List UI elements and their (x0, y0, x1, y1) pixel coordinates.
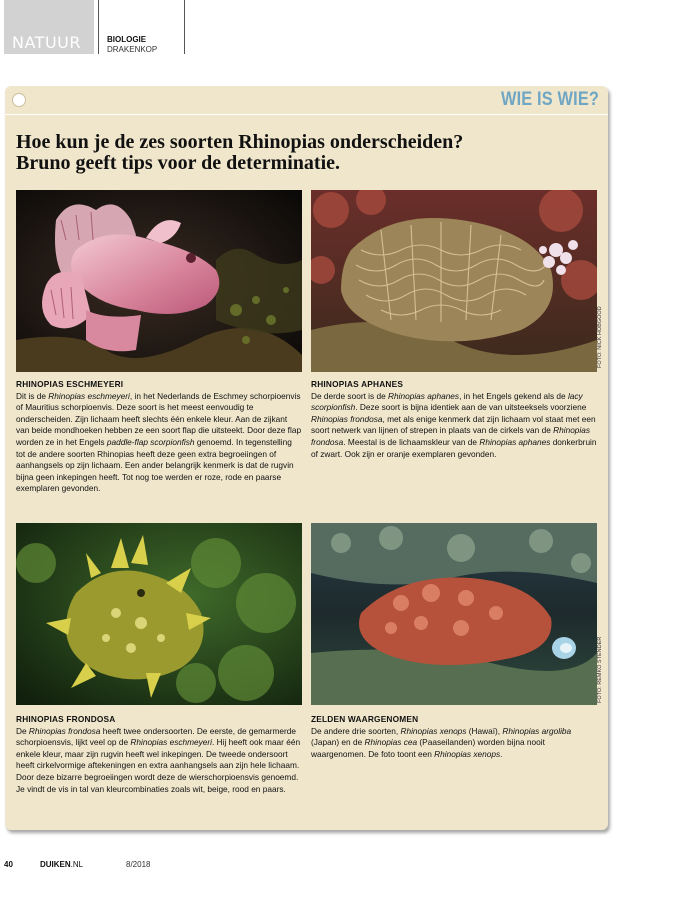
caption-aphanes (311, 379, 597, 460)
species-name: lacy scorpionfish (311, 390, 583, 413)
caption-title: RHINOPIAS ESCHMEYERI (16, 379, 124, 389)
caption-title: RHINOPIAS FRONDOSA (16, 714, 116, 724)
text-run: . (500, 748, 503, 759)
text-run: De derde soort is de (311, 390, 389, 401)
magazine-name-bold: DUIKEN (40, 860, 71, 869)
text-run: , in het Engels gekend als de (459, 390, 568, 401)
text-run: . Meestal is de lichaamskleur van de (343, 436, 480, 447)
photo-frondosa (16, 523, 302, 705)
species-name: Rhinopias frondosa (311, 425, 591, 447)
species-name: Rhinopias aphanes (388, 390, 460, 401)
panel-header (5, 86, 608, 115)
header-divider-right (184, 0, 185, 54)
topic-label (107, 35, 157, 55)
panel-tag: WIE IS WIE? (500, 89, 599, 110)
text-run: (Paaseilanden) worden bijna nooit waargenomen. De foto toont een (311, 737, 545, 759)
headline-line-1: Hoe kun je de zes soorten Rhinopias onderscheiden? (16, 131, 464, 153)
caption-text (311, 726, 597, 761)
text-run: De (16, 725, 29, 736)
photo-xenops (311, 523, 597, 705)
header-divider (98, 0, 99, 54)
species-name: Rhinopias aphanes (479, 436, 551, 447)
text-run: donkerbruin of zwart. Ook zijn er oranje exemplaren gevonden. (311, 436, 597, 459)
panel-hole-decoration (12, 93, 26, 107)
photo-aphanes (311, 190, 597, 372)
species-name: Rhinopias xenops (434, 748, 501, 759)
panel-headline (16, 132, 601, 174)
text-run: heeft twee ondersoorten. De eerste, de gemarmerde schorpioensvis, lijkt veel op de (16, 725, 296, 748)
species-panel (5, 86, 608, 830)
section-label: NATUUR (12, 33, 81, 52)
page-number: 40 (4, 860, 13, 869)
text-run: . Deze soort is bijna identiek aan de van uitsteeksels voorziene (355, 402, 587, 413)
page-footer (4, 860, 151, 869)
magazine-name (40, 860, 83, 869)
species-name: Rhinopias eschmeyeri (48, 390, 130, 401)
section-tab (4, 0, 94, 54)
caption-text (311, 391, 597, 461)
text-run: Dit is de (16, 390, 49, 401)
caption-frondosa (16, 714, 302, 795)
species-name: Rhinopias eschmeyeri (130, 737, 212, 748)
species-name: paddle-flap scorpionfish (106, 436, 195, 447)
text-run: De andere drie soorten, (311, 725, 401, 736)
text-run: , met als enige kenmerk dat zijn lichaam vol staat met een soort netwerk van lijnen of strepen in plaats van de cirkels van de (311, 413, 596, 436)
text-run: (Japan) en de (311, 737, 365, 748)
caption-rarely-seen (311, 714, 597, 760)
photo-eschmeyeri (16, 190, 302, 372)
caption-eschmeyeri (16, 379, 302, 495)
text-run: , in het Nederlands de Eschmey schorpioenvis of Mauritius schorpioenvis. Deze soort is het meest eenvoudig te onderscheiden. Zijn lichaam heeft slechts één enkele kleur. Aan de zijkant van beide mondhoeken hebben ze een soort flap die uitsteekt. Door deze flap worden ze in het Engels (16, 390, 302, 447)
magazine-name-suffix: .NL (70, 860, 84, 869)
topic-subcategory: DRAKENKOP (107, 45, 158, 54)
caption-title: RHINOPIAS APHANES (311, 379, 404, 389)
text-run: (Hawaï), (466, 725, 503, 736)
text-run: genoemd. In tegenstelling tot de andere soorten Rhinopias heeft deze geen extra begroeiingen of aanhangsels op zijn lichaam. Een ander belangrijk kenmerk is dat de rugvin bijna geen inkepingen heeft. Tot nog toe werden er roze, rode en paarse exemplaren gevonden. (16, 436, 294, 494)
caption-text (16, 726, 302, 796)
text-run: . Hij heeft ook maar één enkele kleur, maar zijn rugvin heeft wel inkepingen. De tweede ondersoort heeft cirkelvormige aftekeningen en extra aanhangsels aan zijn hele lichaam. Door deze bizarre begroeiingen wordt deze de wierschorpioensvis genoemd. Je vindt de vis in tal van kleurcombinaties zoals wit, beige, rood en paars. (16, 737, 301, 794)
species-name: Rhinopias cea (364, 737, 418, 748)
species-name: Rhinopias argoliba (502, 725, 572, 736)
species-name: Rhinopias xenops (400, 725, 467, 736)
headline-line-2: Bruno geeft tips voor de determinatie. (16, 152, 341, 174)
issue-number: 8/2018 (126, 860, 151, 869)
photo-credit-xenops: FOTO: REMKO STENDER (597, 636, 603, 703)
topic-category: BIOLOGIE (107, 35, 147, 44)
species-name: Rhinopias frondosa (311, 413, 383, 424)
caption-text (16, 391, 302, 495)
photo-credit-aphanes: FOTO: NICK HOBGOOD (597, 306, 603, 368)
caption-title: ZELDEN WAARGENOMEN (311, 714, 419, 724)
species-name: Rhinopias frondosa (28, 725, 101, 736)
